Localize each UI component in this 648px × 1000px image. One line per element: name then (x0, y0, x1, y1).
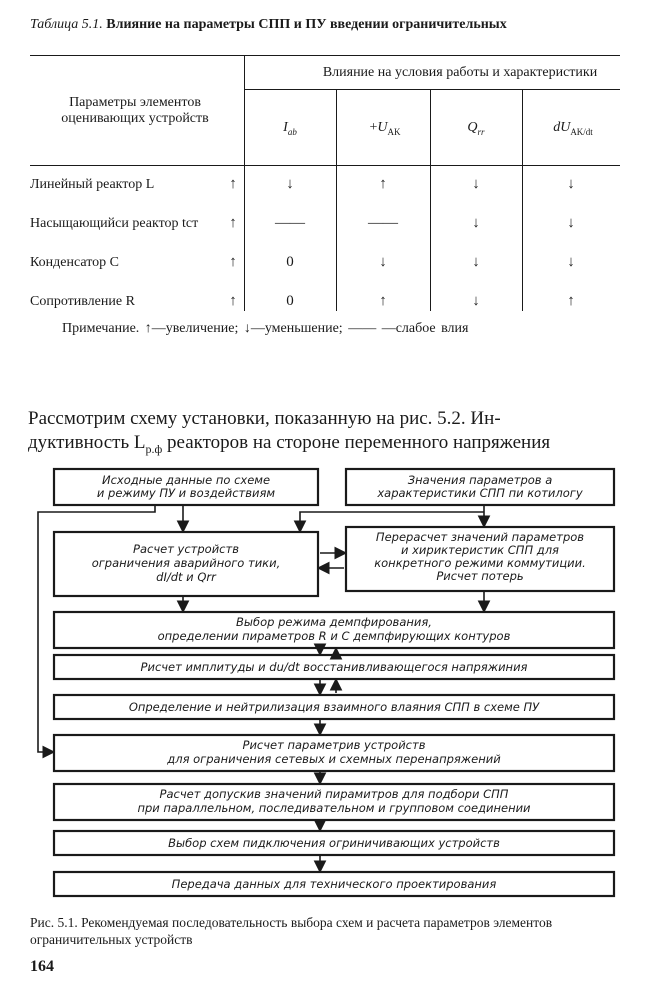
table-header-group: Влияние на условия работы и характеристики (322, 65, 598, 80)
table-cell: ↓ (472, 293, 480, 309)
col-header-duak: $dU_{AK/dt}$ (553, 120, 593, 137)
table-cell: 0 (286, 293, 294, 309)
table-note: Примечание. ↑—увеличение; ↓—уменьшение; —— —слабое влия (62, 321, 469, 336)
flow-box9-text: при параллельном, последивательном и групповом соединении (137, 801, 531, 815)
col-header-iab: $I_{ab}$ (283, 120, 297, 137)
flow-box3-text: Расчет устройств (133, 542, 239, 556)
flow-box3-text: dI/dt и Qrr (156, 570, 216, 584)
table-cell: ↓ (472, 254, 480, 270)
table-cell: ↓ (567, 176, 575, 192)
flow-box1-text: Исходные данные по схеме (101, 473, 271, 487)
table-row-label: Насыщающийси реактор tст (30, 216, 199, 231)
table-cell: ↓ (567, 254, 575, 270)
table-row-label: Линейный реактор L (30, 177, 155, 192)
flow-box4-text: Рисчет потерь (436, 569, 524, 583)
table-cell: ↓ (472, 215, 480, 231)
flow-box3-text: ограничения аварийного тики, (91, 556, 281, 570)
flow-box9-text: Расчет допускив значений пирамитров для подбори СПП (159, 787, 509, 801)
flow-box5-text: определении пираметров R и C демпфирующих контуров (157, 629, 511, 643)
table-cell: ↓ (567, 215, 575, 231)
flow-box6-text: Рисчет имплитуды и du/dt восстанивливающегося напряжиния (140, 660, 528, 674)
table-cell: —— (275, 215, 305, 231)
col-header-qrr: $Q_{rr}$ (467, 120, 485, 137)
flow-box4-text: Перерасчет значений параметров (375, 530, 585, 544)
flow-box8-text: Рисчет параметрив устройств (242, 738, 426, 752)
flow-box2-text: характеристики СПП пи котилогу (377, 486, 583, 500)
table-cell: ↑ (379, 293, 387, 309)
body-line-1: Рассмотрим схему установки, показанную на рис. 5.2. Ин- (28, 408, 501, 429)
table-caption-label: Таблица 5.1. (30, 17, 103, 32)
table-cell: ↑ (567, 293, 575, 309)
table-caption-title: Влияние на параметры СПП и ПУ введении ограничительных (106, 17, 507, 32)
table-cell: ↑ (379, 176, 387, 192)
table-cell: ↓ (472, 176, 480, 192)
flow-box1-text: и режиму ПУ и воздействиям (96, 486, 276, 500)
table-row-label: Сопротивление R (30, 294, 135, 309)
table-row-label: Конденсатор C (30, 255, 119, 270)
table-header-left: Параметры элементов оценивающих устройств (61, 95, 209, 126)
col-header-uak: $+U_{AK}$ (369, 120, 401, 137)
flow-box2-text: Значения параметров а (407, 473, 553, 487)
table-row-arrow: ↑ (229, 215, 237, 231)
flow-box5-text: Выбор режима демпфирования, (236, 615, 432, 629)
table-cell: ↓ (286, 176, 294, 192)
flow-box4-text: конкретного режими коммутиции. (374, 556, 586, 570)
flow-box7-text: Определение и нейтрилизация взаимного влаяния СПП в схеме ПУ (128, 700, 540, 714)
flow-box8-text: для ограничения сетевых и схемных перенапряжений (167, 752, 501, 766)
flow-box10-text: Выбор схем пидключения огриничивающих устройств (168, 836, 500, 850)
table-cell: —— (368, 215, 398, 231)
flow-box11-text: Передача данных для технического проектирования (171, 877, 497, 891)
table-row-arrow: ↑ (229, 176, 237, 192)
table-row-arrow: ↑ (229, 254, 237, 270)
table-cell: ↓ (379, 254, 387, 270)
table-row-arrow: ↑ (229, 293, 237, 309)
table-cell: 0 (286, 254, 294, 270)
page-number: 164 (30, 958, 54, 975)
flow-box4-text: и хириктеристик СПП для (401, 543, 559, 557)
body-line-2: дуктивность $L_{р.ф}$ реакторов на стороне переменного напряжения (28, 432, 551, 456)
figure-caption: Рис. 5.1. Рекомендуемая последовательность выбора схем и расчета параметров элементов ограничительных устройств (30, 915, 553, 947)
